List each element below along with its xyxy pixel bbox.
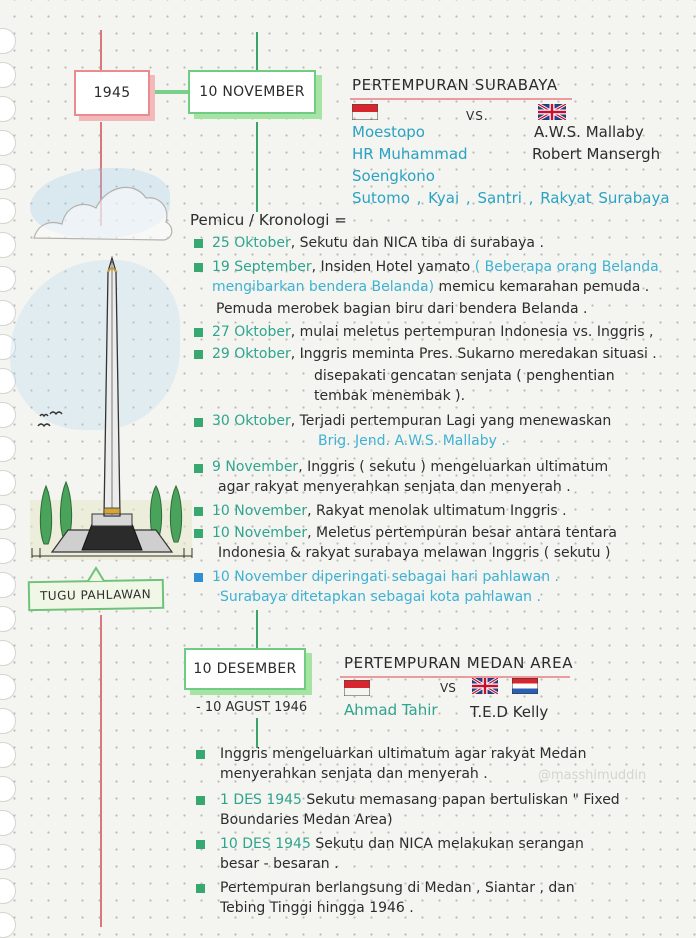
green-timeline-top [256,32,258,70]
monument-caption: TUGU PAHLAWAN [39,587,152,603]
event-date: 10 DES 1945 [220,836,311,852]
bullet-icon [194,350,203,359]
tag-connector [150,90,188,94]
event-text: Sekutu memasang papan bertuliskan " Fixed [306,792,620,808]
event-text: , Terjadi pertempuran Lagi yang menewaskan [290,413,612,429]
event-text-highlight: 10 November diperingati sebagai hari pahlawan . [212,569,559,585]
event-text: , Meletus pertempuran besar antara tentara [307,525,617,541]
indonesia-flag-icon [344,680,370,696]
end-date-label: - 10 AGUST 1946 [196,700,308,715]
event-line [212,523,617,543]
event-line [212,344,657,364]
event-text: Tebing Tinggi hingga 1946 . [220,900,414,916]
binder-hole [0,810,16,836]
date-tag-10-desember [184,648,306,690]
event-text-highlight: Brig. Jend. A.W.S. Mallaby . [318,433,506,449]
indonesia-figure: Moestopo [352,123,425,141]
binder-hole [0,164,16,190]
binder-hole [0,300,16,326]
event-text: Pemuda merobek bagian biru dari bendera Belanda . [216,301,588,317]
binder-hole [0,606,16,632]
cloud-icon [28,160,176,250]
event-text: Sekutu dan NICA melakukan serangan [315,836,584,852]
bullet-icon [194,507,203,516]
event-text: agar rakyat menyerahkan senjata dan menyerah . [218,479,571,495]
event-date: 9 November [212,459,299,475]
binder-hole [0,504,16,530]
event-text: Inggris mengeluarkan ultimatum agar rakyat Medan [220,746,587,762]
binder-hole [0,538,16,564]
bullet-icon [196,796,205,805]
event-line [212,457,608,477]
event-text: Indonesia & rakyat surabaya melawan Inggris ( sekutu ) [218,545,611,561]
allied-figure: T.E.D Kelly [470,703,549,721]
event-text: , Inggris meminta Pres. Sukarno meredakan situasi . [290,346,657,362]
battle-title-surabaya: PERTEMPURAN SURABAYA [352,76,558,94]
binder-hole [0,470,16,496]
binder-hole [0,912,16,938]
binder-hole [0,640,16,666]
year-label: 1945 [93,85,131,101]
binder-hole [0,198,16,224]
event-text: , Inggris ( sekutu ) mengeluarkan ultimatum [298,459,609,475]
event-date: 25 Oktober [212,235,291,251]
monument-caption-tag [28,579,165,611]
binder-hole [0,674,16,700]
event-text: , mulai meletus pertempuran Indonesia vs. Inggris , [290,324,654,340]
event-text: , Rakyat menolak ultimatum Inggris . [307,503,567,519]
bullet-icon [196,840,205,849]
date-label: 10 NOVEMBER [199,84,305,100]
red-timeline-top [100,30,102,70]
versus-label: VS. [466,109,489,123]
binder-hole [0,708,16,734]
binder-hole [0,130,16,156]
year-tag [74,70,150,116]
binder-hole [0,572,16,598]
red-timeline-bottom [100,615,102,927]
indonesia-figure: Soengkono [352,167,435,185]
event-line [220,834,584,854]
event-text: , Sekutu dan NICA tiba di surabaya . [290,235,544,251]
event-date: 10 November [212,503,308,519]
indonesia-figure: Ahmad Tahir [344,701,438,719]
binder-hole [0,402,16,428]
event-text: tembak menembak ). [314,388,466,404]
event-text: disepakati gencatan senjata ( penghentian [314,368,615,384]
event-line [212,257,659,277]
date-tag-10-november [188,70,316,114]
chronology-label: Pemicu / Kronologi = [190,211,347,229]
event-text-highlight: Surabaya ditetapkan sebagai kota pahlawan . [220,589,541,605]
watermark: @masshimuddin [538,768,647,783]
green-timeline-1 [256,122,258,212]
binder-hole [0,776,16,802]
binder-hole [0,844,16,870]
bullet-icon [196,884,205,893]
event-line [212,277,649,297]
event-line [220,790,620,810]
event-text: Boundaries Medan Area) [220,812,393,828]
binder-hole [0,266,16,292]
bullet-icon [194,263,203,272]
battle-title-medan: PERTEMPURAN MEDAN AREA [344,654,574,672]
event-text-highlight: mengibarkan bendera Belanda) [212,279,435,295]
uk-flag-icon [538,104,566,120]
indonesia-flag-icon [352,104,378,120]
indonesia-figures-all: Sutomo , Kyai , Santri , Rakyat Surabaya [352,189,670,207]
bullet-icon [194,464,203,473]
event-text: menyerahkan senjata dan menyerah . [220,766,488,782]
event-text: , Insiden Hotel yamato [311,259,471,275]
binder-hole [0,436,16,462]
versus-label: VS [440,681,456,695]
event-line [212,501,567,521]
date-label: 10 DESEMBER [193,661,297,677]
event-text: besar - besaran . [220,856,339,872]
binder-hole [0,62,16,88]
event-line [212,322,653,342]
title-underline [350,98,572,100]
event-text: memicu kemarahan pemuda . [438,279,650,295]
event-date: 1 DES 1945 [220,792,302,808]
bullet-icon [194,328,203,337]
binder-hole [0,742,16,768]
event-date: 29 Oktober [212,346,291,362]
event-text-highlight: ( Beberapa orang Belanda [474,259,659,275]
uk-flag-icon [472,678,498,694]
bullet-icon [194,529,203,538]
indonesia-figure: HR Muhammad [352,145,468,163]
bullet-icon [194,418,203,427]
event-line [212,411,611,431]
caption-pointer-icon [86,566,106,582]
binder-hole [0,232,16,258]
bullet-icon [196,750,205,759]
event-text: Pertempuran berlangsung di Medan , Siantar , dan [220,880,575,896]
event-date: 30 Oktober [212,413,291,429]
bullet-icon [194,573,203,582]
netherlands-flag-icon [512,678,538,694]
allied-figure: A.W.S. Mallaby [534,123,644,141]
event-line [212,233,544,253]
green-timeline-2 [256,610,258,650]
binder-hole [0,96,16,122]
binder-hole [0,28,16,54]
event-date: 27 Oktober [212,324,291,340]
event-date: 10 November [212,525,308,541]
event-date: 19 September [212,259,312,275]
allied-figure: Robert Mansergh [532,145,661,163]
tugu-pahlawan-monument-icon [28,250,194,570]
binder-hole [0,878,16,904]
bullet-icon [194,239,203,248]
